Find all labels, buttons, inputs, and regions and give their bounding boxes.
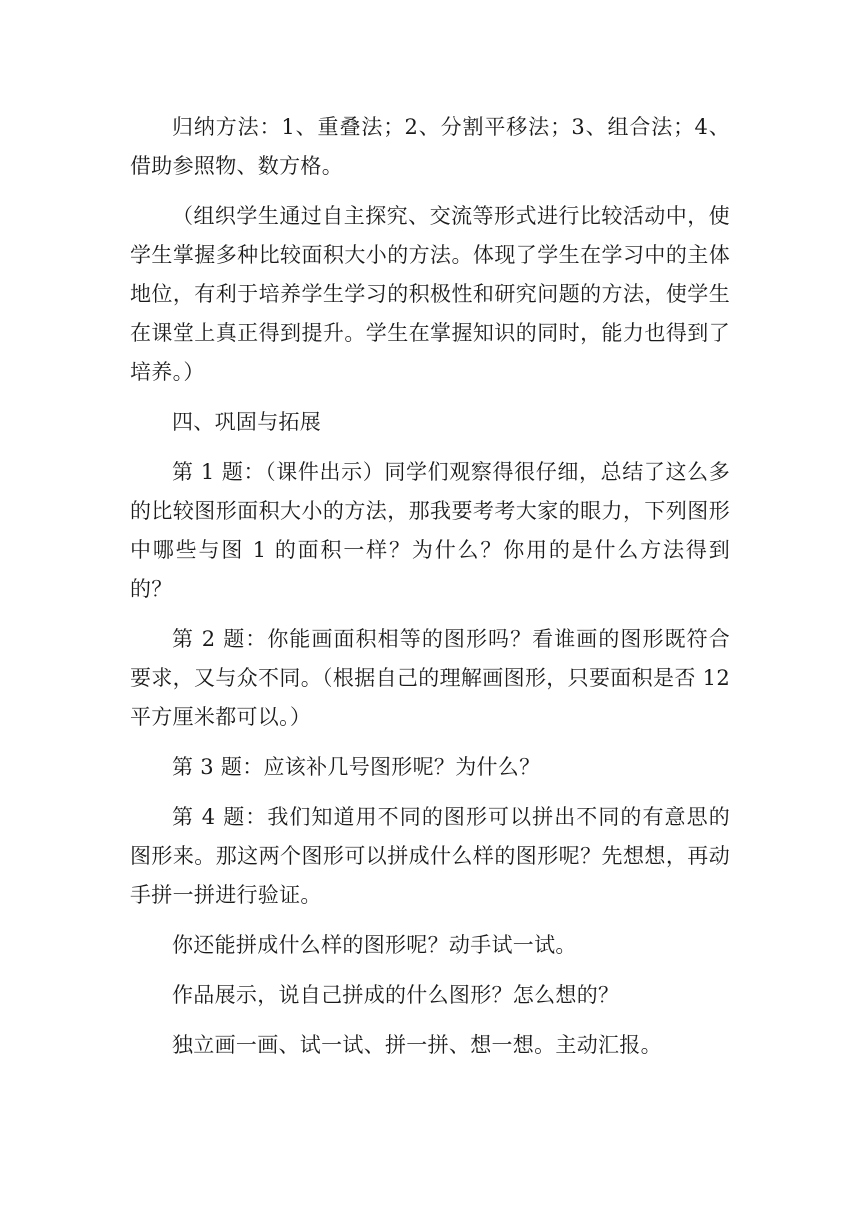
paragraph-summary-methods: 归纳方法：1、重叠法；2、分割平移法；3、组合法；4、借助参照物、数方格。 (130, 115, 730, 178)
paragraph-independent-work: 独立画一画、试一试、拼一拼、想一想。主动汇报。 (172, 1033, 662, 1057)
paragraph-try-more: 你还能拼成什么样的图形呢？动手试一试。 (172, 933, 577, 957)
document-body (130, 108, 730, 1076)
paragraph-exercise-3: 第 3 题：应该补几号图形呢？为什么？ (172, 755, 541, 779)
paragraph-exercise-2: 第 2 题：你能画面积相等的图形吗？看谁画的图形既符合要求，又与众不同。（根据自己的理解画图形，只要面积是否 12 平方厘米都可以。） (130, 627, 730, 729)
paragraph-teaching-note: （组织学生通过自主探究、交流等形式进行比较活动中，使学生掌握多种比较面积大小的方法。体现了学生在学习中的主体地位，有利于培养学生学习的积极性和研究问题的方法，使学生在课堂上真正得到提升。学生在掌握知识的同时，能力也得到了培养。） (130, 204, 730, 384)
paragraph-exercise-4: 第 4 题：我们知道用不同的图形可以拼出不同的有意思的图形来。那这两个图形可以拼成什么样的图形呢？先想想，再动手拼一拼进行验证。 (130, 805, 730, 907)
paragraph-exercise-1: 第 1 题：（课件出示）同学们观察得很仔细，总结了这么多的比较图形面积大小的方法，那我要考考大家的眼力，下列图形中哪些与图 1 的面积一样？为什么？你用的是什么方法得到的？ (130, 460, 730, 601)
section-heading-consolidation: 四、巩固与拓展 (172, 410, 322, 434)
paragraph-showcase: 作品展示，说自己拼成的什么图形？怎么想的？ (172, 983, 620, 1007)
